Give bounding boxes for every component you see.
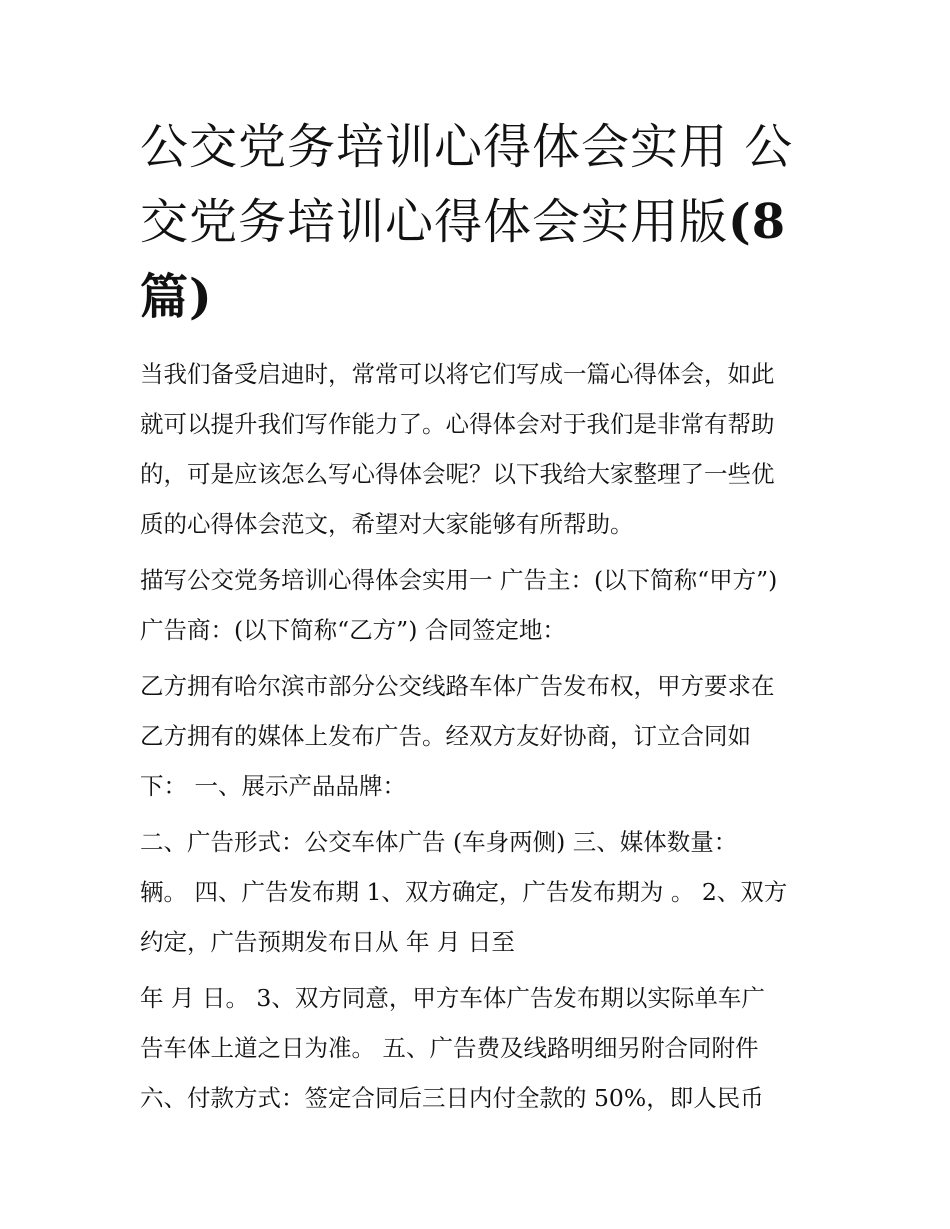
paragraph-terms [140,817,815,967]
paragraph-payment [140,973,815,1123]
document-content [140,110,815,1129]
document-body [140,349,815,1123]
text-line: 就可以提升我们写作能力了。心得体会对于我们是非常有帮助 [140,410,775,438]
paragraph-agreement [140,661,815,811]
text-line: 下： 一、展示产品品牌： [140,772,406,800]
text-line: 年 月 日。 3、双方同意，甲方车体广告发布期以实际单车广 [140,984,765,1012]
text-line: 约定，广告预期发布日从 年 月 日至 [140,928,515,956]
text-line: 当我们备受启迪时，常常可以将它们写成一篇心得体会，如此 [140,360,775,388]
document-title [140,110,815,335]
document-title-main: 公交党务培训心得体会实用 公交党务培训心得体会实用版 [140,119,794,250]
text-line: 乙方拥有哈尔滨市部分公交线路车体广告发布权，甲方要求在 [140,672,775,700]
text-line: 六、付款方式：签定合同后三日内付全款的 50%，即人民币 [140,1084,764,1112]
text-line: 广告商：(以下简称“乙方”) 合同签定地： [140,616,566,644]
text-line: 乙方拥有的媒体上发布广告。经双方友好协商，订立合同如 [140,722,751,750]
text-line: 辆。 四、广告发布期 1、双方确定，广告发布期为 。 2、双方 [140,878,788,906]
text-line: 的，可是应该怎么写心得体会呢？以下我给大家整理了一些优 [140,460,775,488]
text-line: 告车体上道之日为准。 五、广告费及线路明细另附合同附件 [140,1034,759,1062]
text-line: 二、广告形式：公交车体广告 (车身两侧) 三、媒体数量： [140,828,738,856]
text-line: 描写公交党务培训心得体会实用一 广告主：(以下简称“甲方”) [140,566,778,594]
text-line: 质的心得体会范文，希望对大家能够有所帮助。 [140,510,634,538]
paragraph-parties [140,555,815,655]
paragraph-intro [140,349,815,549]
document-title-tail: (8篇) [140,194,787,325]
